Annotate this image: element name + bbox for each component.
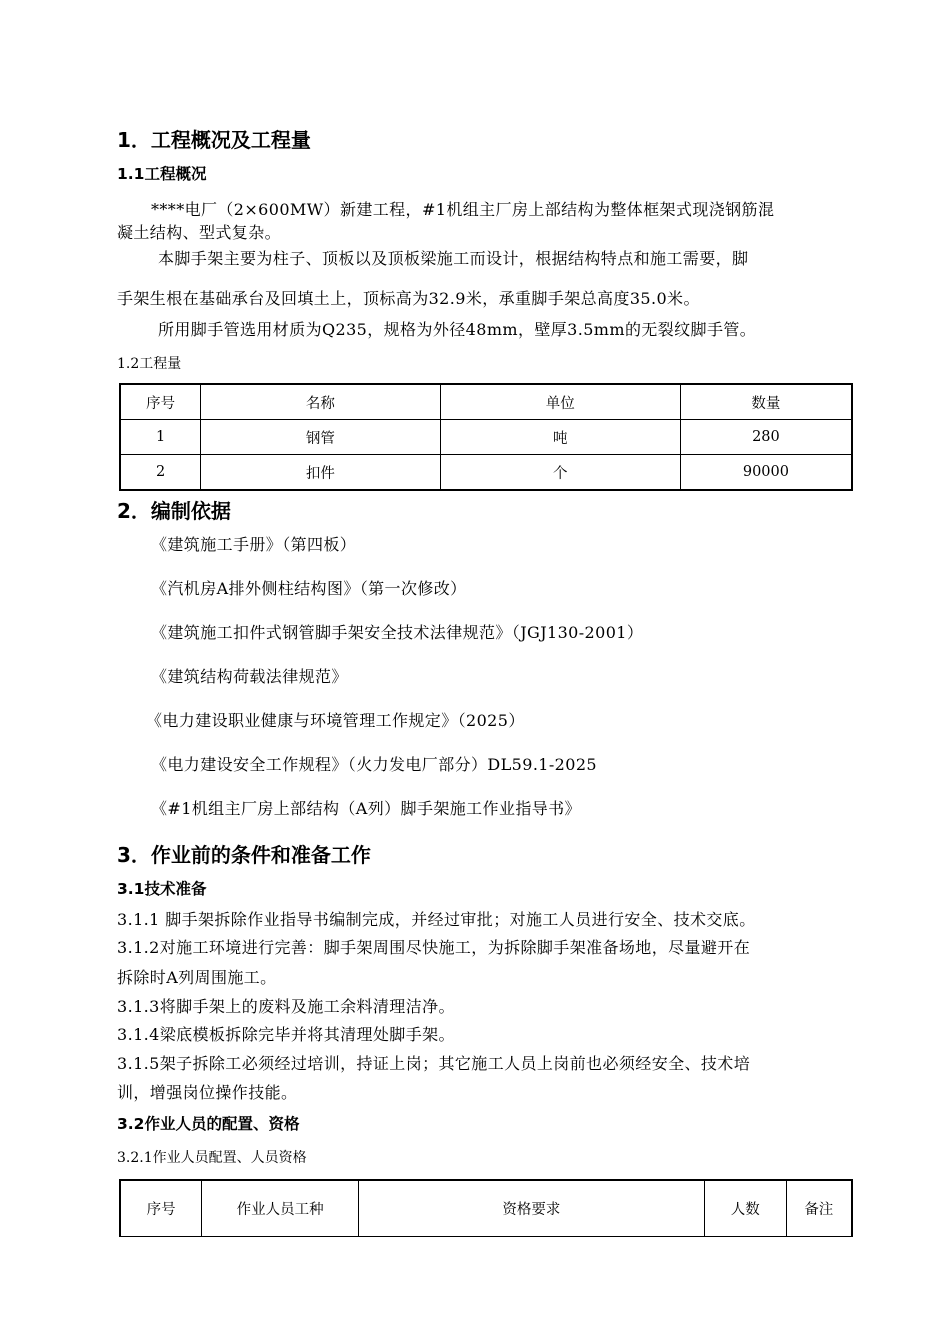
- table-cell: 280: [680, 420, 852, 455]
- quantity-table: [119, 383, 853, 491]
- table-cell: 1: [120, 420, 201, 455]
- section-1-1-title: 1.1工程概况: [117, 165, 207, 183]
- item-3-1-4: 3.1.4梁底模板拆除完毕并将其清理处脚手架。: [117, 1025, 455, 1044]
- section-3-2-1-title: 3.2.1作业人员配置、人员资格: [117, 1150, 307, 1166]
- table-cell: 钢管: [201, 420, 440, 455]
- table-header-cell: 单位: [440, 384, 680, 420]
- item-3-1-1: 3.1.1 脚手架拆除作业指导书编制完成，并经过审批；对施工人员进行安全、技术交底。: [117, 910, 756, 929]
- table-header-cell: 数量: [680, 384, 852, 420]
- item-3-1-2-line-2: 拆除时A列周围施工。: [117, 968, 277, 987]
- item-3-1-5-line-2: 训，增强岗位操作技能。: [117, 1083, 298, 1102]
- reference-item: 《汽机房A排外侧柱结构图》（第一次修改）: [151, 579, 467, 598]
- table-header-row: [120, 1180, 852, 1237]
- paragraph-2-line-1: 本脚手架主要为柱子、顶板以及顶板梁施工而设计，根据结构特点和施工需要，脚: [158, 249, 749, 268]
- table-header-cell: 人数: [704, 1180, 786, 1237]
- table-cell: 个: [440, 455, 680, 491]
- reference-item: 《建筑结构荷载法律规范》: [151, 667, 348, 686]
- reference-item: 《电力建设安全工作规程》（火力发电厂部分）DL59.1-2025: [151, 755, 598, 774]
- reference-item: 《建筑施工扣件式钢管脚手架安全技术法律规范》（JGJ130-2001）: [151, 623, 644, 642]
- paragraph-2-line-2: 手架生根在基础承台及回填土上，顶标高为32.9米，承重脚手架总高度35.0米。: [117, 289, 700, 308]
- paragraph-1-line-2: 凝土结构、型式复杂。: [117, 223, 282, 242]
- paragraph-3: 所用脚手管选用材质为Q235，规格为外径48mm，壁厚3.5mm的无裂纹脚手管。: [158, 320, 757, 339]
- reference-item: 《建筑施工手册》（第四板）: [151, 535, 357, 554]
- item-3-1-3: 3.1.3将脚手架上的废料及施工余料清理洁净。: [117, 997, 455, 1016]
- section-2-title: 2．编制依据: [117, 499, 231, 523]
- item-3-1-2-line-1: 3.1.2对施工环境进行完善：脚手架周围尽快施工，为拆除脚手架准备场地，尽量避开在: [117, 938, 751, 957]
- table-header-cell: 名称: [201, 384, 440, 420]
- table-cell: 吨: [440, 420, 680, 455]
- table-header-cell: 备注: [786, 1180, 852, 1237]
- item-3-1-5-line-1: 3.1.5架子拆除工必须经过培训，持证上岗；其它施工人员上岗前也必须经安全、技术培: [117, 1054, 751, 1073]
- section-3-title: 3．作业前的条件和准备工作: [117, 843, 371, 867]
- table-row: [120, 420, 852, 455]
- table-row: [120, 455, 852, 491]
- table-header-cell: 序号: [120, 384, 201, 420]
- section-3-1-title: 3.1技术准备: [117, 880, 207, 898]
- table-header-cell: 序号: [120, 1180, 202, 1237]
- table-cell: 扣件: [201, 455, 440, 491]
- reference-item: 《#1机组主厂房上部结构（A列）脚手架施工作业指导书》: [151, 799, 581, 818]
- table-cell: 90000: [680, 455, 852, 491]
- table-header-cell: 资格要求: [358, 1180, 704, 1237]
- section-1-title: 1．工程概况及工程量: [117, 128, 311, 152]
- section-1-2-title: 1.2工程量: [117, 356, 182, 372]
- table-header-row: [120, 384, 852, 420]
- table-header-cell: 作业人员工种: [202, 1180, 359, 1237]
- table-cell: 2: [120, 455, 201, 491]
- reference-item: 《电力建设职业健康与环境管理工作规定》（2025）: [146, 711, 525, 730]
- paragraph-1-line-1: ****电厂（2×600MW）新建工程，#1机组主厂房上部结构为整体框架式现浇钢筋混: [151, 200, 775, 219]
- personnel-table: [119, 1179, 853, 1237]
- section-3-2-title: 3.2作业人员的配置、资格: [117, 1115, 300, 1133]
